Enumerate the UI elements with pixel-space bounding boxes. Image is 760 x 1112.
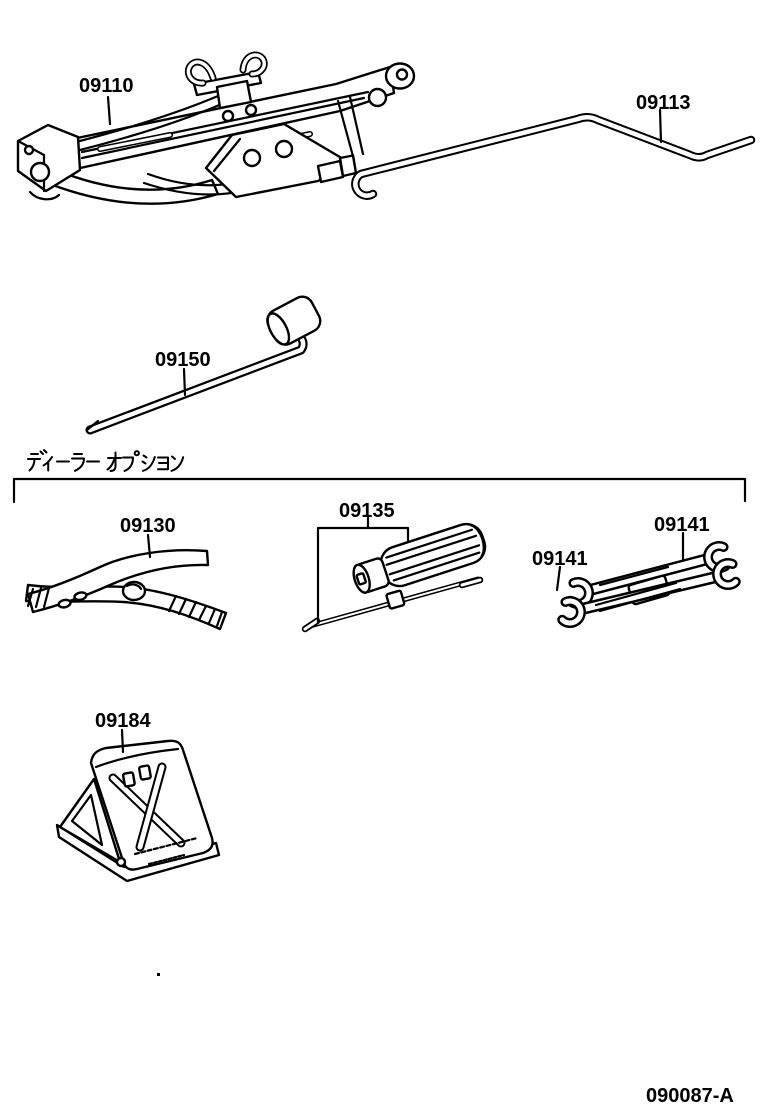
pliers-drawing	[26, 550, 226, 629]
stray-dot	[157, 973, 160, 976]
part-label-wheel-chock: 09184	[95, 710, 151, 732]
wheel-chock-drawing	[57, 741, 219, 881]
part-label-jack: 09110	[79, 75, 134, 97]
screwdriver-drawing	[305, 520, 489, 629]
part-label-jack-handle: 09113	[636, 92, 691, 114]
part-label-pliers: 09130	[120, 515, 176, 537]
page-code: 090087-A	[646, 1085, 734, 1107]
part-label-wheel-nut-wrench: 09150	[155, 349, 211, 371]
wrenches-drawing	[562, 546, 736, 623]
jack-handle-drawing	[355, 117, 751, 195]
part-label-wrench-rear: 09141	[654, 514, 710, 536]
dealer-option-bracket	[14, 479, 745, 502]
section-label-text	[28, 451, 180, 469]
part-label-screwdriver: 09135	[339, 500, 395, 522]
part-label-wrench-front: 09141	[532, 548, 588, 570]
